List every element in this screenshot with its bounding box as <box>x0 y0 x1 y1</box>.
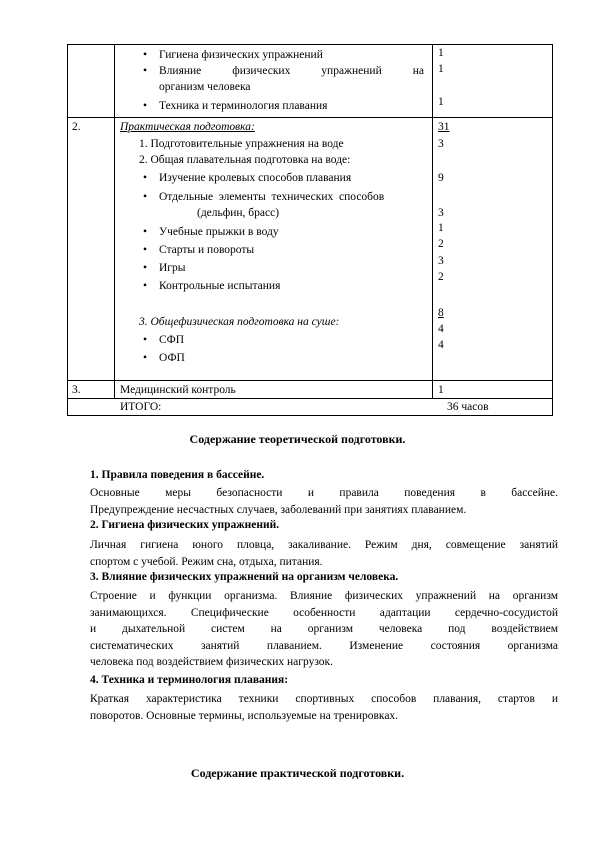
word: на <box>412 65 424 77</box>
bullet-icon: • <box>143 352 148 364</box>
row-label: Медицинский контроль <box>120 384 236 396</box>
subsection-title: 2. Гигиена физических упражнений. <box>90 519 280 531</box>
table-border-top <box>67 44 553 45</box>
text-line: Основные меры безопасности и правила поведения в бассейне. <box>90 487 558 499</box>
table-border-left <box>67 44 68 416</box>
table-border-bottom <box>67 415 553 416</box>
column-divider <box>114 44 115 399</box>
text-line: Предупреждение несчастных случаев, заболеваний при занятиях плаванием. <box>90 503 467 516</box>
sub-bullet-label: ОФП <box>159 352 185 364</box>
hours-value: 4 <box>438 323 444 335</box>
subsection-title: 3. Влияние физических упражнений на организм человека. <box>90 571 399 583</box>
bullet-item <box>159 64 424 78</box>
subsection-title: 4. Техника и терминология плавания: <box>90 674 289 686</box>
hours-value: 2 <box>438 238 444 250</box>
bullet-item: • Техника и терминология плавания <box>159 99 327 113</box>
hours-value: 31 <box>438 121 450 133</box>
paragraph <box>90 588 558 671</box>
row-divider <box>67 117 553 118</box>
hours-value: 1 <box>438 96 444 108</box>
text-line: спортом с учебой. Режим сна, отдыха, питания. <box>90 555 323 568</box>
hours-value: 1 <box>438 47 444 59</box>
sub-bullet-item <box>143 333 185 347</box>
section-heading: Содержание теоретической подготовки. <box>189 432 406 446</box>
row-divider <box>67 380 553 381</box>
section-heading: Содержание практической подготовки. <box>190 766 405 780</box>
hours-value: 2 <box>438 271 444 283</box>
text-line: Личная гигиена юного пловца, закаливание. Режим дня, совмещение занятий <box>90 539 558 551</box>
section-title: Практическая подготовка: <box>120 121 255 133</box>
bullet-item: • Изучение кролевых способов плавания <box>159 171 351 185</box>
section-subtitle: 3. Общефизическая подготовка на суше: <box>139 316 340 328</box>
row-number: 2. <box>72 121 81 133</box>
numbered-item: 1. Подготовительные упражнения на воде <box>139 138 344 150</box>
bullet-item-continuation: организм человека <box>159 81 251 93</box>
table-border-right <box>552 44 553 416</box>
text-line: поворотов. Основные термины, используемые на тренировках. <box>90 709 399 722</box>
hours-value: 4 <box>438 339 444 351</box>
bullet-item-continuation: (дельфин, брасс) <box>197 207 280 219</box>
bullet-item: • Отдельные элементы технических способов <box>159 190 424 204</box>
text-line: Краткая характеристика техники спортивных способов плавания, стартов и <box>90 693 558 705</box>
word: физических <box>232 65 291 77</box>
curriculum-table <box>67 44 553 416</box>
row-divider <box>67 398 553 399</box>
hours-value: 1 <box>438 222 444 234</box>
paragraph <box>90 691 558 724</box>
column-divider <box>432 44 433 399</box>
text-line: и дыхательной систем на организм человека под воздействием <box>90 623 558 635</box>
text-line: систематических занятий плаванием. Изменение состояния организма <box>90 639 558 652</box>
hours-value: 9 <box>438 172 444 184</box>
sub-bullet-item <box>143 351 185 365</box>
word: • Влияние <box>159 65 202 77</box>
hours-value: 1 <box>438 63 444 75</box>
total-label: ИТОГО: <box>120 401 162 413</box>
word: упражнений <box>321 65 382 77</box>
text-line: человека под воздействием физических нагрузок. <box>90 656 334 668</box>
paragraph <box>90 537 558 570</box>
bullet-item: • Учебные прыжки в воду <box>159 225 279 239</box>
paragraph <box>90 485 558 518</box>
hours-value: 1 <box>438 384 444 396</box>
text-line: Строение и функции организма. Влияние физических упражнений на организм <box>90 590 558 602</box>
hours-value: 3 <box>438 207 444 219</box>
total-value: 36 часов <box>447 401 489 413</box>
hours-value: 8 <box>438 307 444 319</box>
bullet-item: • Гигиена физических упражнений <box>159 48 323 62</box>
bullet-item: • Контрольные испытания <box>159 279 280 293</box>
hours-value: 3 <box>438 255 444 267</box>
bullet-icon: • <box>143 334 148 346</box>
subsection-title: 1. Правила поведения в бассейне. <box>90 469 265 481</box>
text-line: занимающихся. Специфические особенности адаптации сердечно-сосудистой <box>90 606 558 619</box>
numbered-item: 2. Общая плавательная подготовка на воде: <box>139 154 351 166</box>
row-number: 3. <box>72 384 81 396</box>
hours-value: 3 <box>438 138 444 150</box>
bullet-item: • Игры <box>159 261 186 275</box>
sub-bullet-label: СФП <box>159 334 185 346</box>
bullet-item: • Старты и повороты <box>159 243 254 257</box>
